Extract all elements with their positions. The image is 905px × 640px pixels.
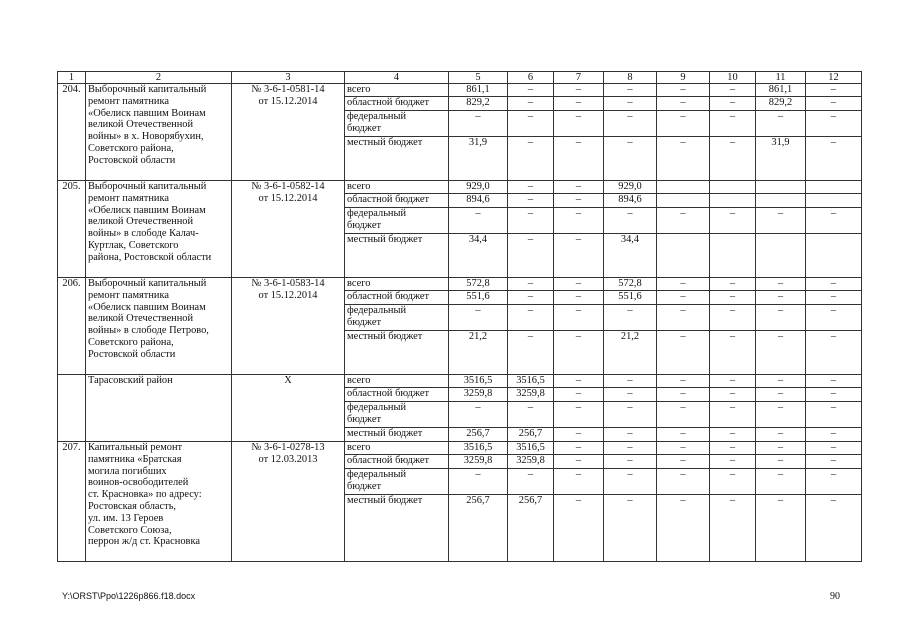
value-cell: – — [554, 194, 604, 208]
value-cell: – — [508, 469, 554, 495]
value-cell: – — [710, 291, 756, 305]
value-cell: – — [710, 331, 756, 375]
funding-source-line: всего — [347, 278, 371, 289]
funding-source-line: бюджет — [347, 219, 382, 231]
column-header-7: 7 — [554, 72, 604, 84]
value-cell: – — [806, 291, 862, 305]
value-cell: – — [657, 278, 710, 291]
funding-source — [345, 455, 449, 469]
value-cell: 3516,5 — [508, 375, 554, 388]
value-cell: 3516,5 — [508, 442, 554, 455]
object-name-line: ст. Красновка» по адресу: — [88, 489, 202, 501]
value-cell: – — [710, 469, 756, 495]
document-reference — [232, 278, 345, 375]
value-cell: – — [554, 97, 604, 111]
value-cell: 256,7 — [449, 495, 508, 562]
funding-source-line: федеральный — [347, 208, 407, 219]
value-cell: – — [604, 402, 657, 428]
header-row — [58, 72, 862, 84]
value-cell: – — [710, 402, 756, 428]
funding-source — [345, 388, 449, 402]
value-cell: – — [806, 442, 862, 455]
value-cell: – — [604, 455, 657, 469]
value-cell — [806, 234, 862, 278]
column-header-9: 9 — [657, 72, 710, 84]
file-path: Y:\ORST\Ppo\1226p866.f18.docx — [62, 591, 196, 601]
value-cell: – — [710, 375, 756, 388]
value-cell: – — [657, 455, 710, 469]
table-row — [58, 84, 862, 97]
object-name-line: войны» в х. Новорябухин, — [88, 131, 204, 143]
funding-source — [345, 137, 449, 181]
value-cell: – — [710, 111, 756, 137]
funding-source — [345, 442, 449, 455]
value-cell: – — [756, 375, 806, 388]
value-cell: – — [806, 208, 862, 234]
funding-source — [345, 305, 449, 331]
value-cell: – — [508, 234, 554, 278]
document-reference — [232, 375, 345, 442]
value-cell: – — [554, 278, 604, 291]
value-cell: – — [508, 208, 554, 234]
value-cell: 3516,5 — [449, 375, 508, 388]
value-cell: 34,4 — [604, 234, 657, 278]
object-name-line: Выборочный капитальный — [88, 181, 207, 192]
row-number: 205. — [58, 181, 86, 278]
value-cell: 929,0 — [604, 181, 657, 194]
value-cell: 256,7 — [508, 428, 554, 442]
object-name-line: ремонт памятника — [88, 289, 169, 301]
document-reference-line: от 15.12.2014 — [258, 289, 318, 301]
funding-source — [345, 428, 449, 442]
document-reference — [232, 442, 345, 562]
value-cell — [806, 194, 862, 208]
value-cell: – — [806, 388, 862, 402]
value-cell: – — [604, 137, 657, 181]
value-cell: – — [554, 234, 604, 278]
table-row — [58, 375, 862, 388]
funding-source-line: федеральный — [347, 402, 407, 413]
funding-source-line: местный бюджет — [347, 137, 423, 148]
value-cell: 21,2 — [604, 331, 657, 375]
value-cell: – — [554, 84, 604, 97]
funding-source-line: местный бюджет — [347, 234, 423, 245]
value-cell: – — [710, 84, 756, 97]
value-cell: 894,6 — [604, 194, 657, 208]
funding-source — [345, 375, 449, 388]
value-cell — [756, 194, 806, 208]
table-row — [58, 278, 862, 291]
column-header-4: 4 — [345, 72, 449, 84]
funding-source-line: областной бюджет — [347, 291, 430, 302]
object-name-line: Ростовской области — [88, 154, 176, 166]
funding-source-line: бюджет — [347, 480, 382, 492]
value-cell: – — [449, 111, 508, 137]
value-cell: – — [710, 208, 756, 234]
value-cell: – — [806, 455, 862, 469]
value-cell: – — [657, 97, 710, 111]
value-cell: – — [756, 208, 806, 234]
value-cell: – — [806, 278, 862, 291]
column-header-1: 1 — [58, 72, 86, 84]
value-cell: – — [806, 97, 862, 111]
object-name-line: Советского Союза, — [88, 524, 172, 536]
value-cell: – — [508, 402, 554, 428]
value-cell: 34,4 — [449, 234, 508, 278]
value-cell: – — [806, 495, 862, 562]
value-cell: 551,6 — [449, 291, 508, 305]
value-cell: 3516,5 — [449, 442, 508, 455]
value-cell: – — [806, 137, 862, 181]
value-cell: – — [604, 84, 657, 97]
funding-source-line: местный бюджет — [347, 495, 423, 506]
value-cell: – — [756, 495, 806, 562]
funding-source — [345, 331, 449, 375]
value-cell: – — [657, 428, 710, 442]
object-name-line: памятника «Братская — [88, 453, 182, 465]
value-cell: – — [756, 388, 806, 402]
value-cell: – — [756, 331, 806, 375]
value-cell: – — [604, 208, 657, 234]
value-cell: 861,1 — [756, 84, 806, 97]
value-cell: – — [710, 137, 756, 181]
value-cell: – — [756, 111, 806, 137]
funding-source-line: областной бюджет — [347, 194, 430, 205]
object-name — [86, 442, 232, 562]
object-name-line: войны» в слободе Калач- — [88, 228, 199, 240]
value-cell: – — [756, 402, 806, 428]
funding-source — [345, 495, 449, 562]
value-cell: – — [508, 305, 554, 331]
object-name-line: Ростовской области — [88, 348, 176, 360]
value-cell: – — [710, 495, 756, 562]
column-header-3: 3 — [232, 72, 345, 84]
object-name-line: Капитальный ремонт — [88, 442, 183, 453]
value-cell: 572,8 — [604, 278, 657, 291]
value-cell: 829,2 — [756, 97, 806, 111]
value-cell: – — [604, 375, 657, 388]
row-number: 207. — [58, 442, 86, 562]
value-cell: – — [554, 455, 604, 469]
value-cell: – — [710, 278, 756, 291]
value-cell: – — [710, 388, 756, 402]
object-name — [86, 278, 232, 375]
object-name-line: Советского района, — [88, 336, 174, 348]
funding-source-line: всего — [347, 181, 371, 192]
object-name-line: перрон ж/д ст. Красновка — [88, 536, 200, 548]
value-cell: – — [657, 442, 710, 455]
value-cell: – — [604, 111, 657, 137]
value-cell: – — [657, 469, 710, 495]
value-cell: – — [710, 455, 756, 469]
funding-source-line: бюджет — [347, 316, 382, 328]
object-name-line: Куртлак, Советского — [88, 239, 179, 251]
value-cell: – — [554, 495, 604, 562]
funding-source-line: областной бюджет — [347, 97, 430, 108]
value-cell — [710, 194, 756, 208]
value-cell: 829,2 — [449, 97, 508, 111]
object-name-line: Выборочный капитальный — [88, 278, 207, 289]
object-name-line: «Обелиск павшим Воинам — [88, 301, 206, 313]
object-name — [86, 375, 232, 442]
value-cell: – — [449, 208, 508, 234]
object-name-line: ремонт памятника — [88, 192, 169, 204]
funding-source — [345, 278, 449, 291]
funding-source — [345, 97, 449, 111]
value-cell: – — [554, 375, 604, 388]
value-cell: – — [449, 305, 508, 331]
value-cell: – — [604, 495, 657, 562]
value-cell — [657, 234, 710, 278]
value-cell: – — [604, 442, 657, 455]
value-cell: – — [710, 305, 756, 331]
funding-source-line: местный бюджет — [347, 331, 423, 342]
value-cell: – — [657, 402, 710, 428]
value-cell: 31,9 — [449, 137, 508, 181]
document-reference-line: Х — [284, 375, 292, 386]
value-cell: – — [806, 331, 862, 375]
value-cell: – — [554, 442, 604, 455]
value-cell: – — [657, 291, 710, 305]
value-cell: – — [657, 208, 710, 234]
value-cell: – — [604, 388, 657, 402]
column-header-2: 2 — [86, 72, 232, 84]
table-row — [58, 181, 862, 194]
value-cell: – — [710, 97, 756, 111]
value-cell: – — [806, 305, 862, 331]
column-header-12: 12 — [806, 72, 862, 84]
document-reference-line: от 15.12.2014 — [258, 95, 318, 107]
value-cell: 572,8 — [449, 278, 508, 291]
value-cell: 21,2 — [449, 331, 508, 375]
value-cell — [657, 194, 710, 208]
value-cell: – — [756, 442, 806, 455]
row-number — [58, 375, 86, 442]
document-reference — [232, 181, 345, 278]
value-cell: – — [554, 291, 604, 305]
value-cell: – — [554, 137, 604, 181]
value-cell: – — [604, 469, 657, 495]
value-cell: – — [806, 84, 862, 97]
funding-source-line: областной бюджет — [347, 388, 430, 399]
funding-source-line: всего — [347, 84, 371, 95]
object-name-line: великой Отечественной — [88, 216, 194, 228]
value-cell: – — [710, 442, 756, 455]
object-name-line: великой Отечественной — [88, 119, 194, 131]
value-cell: 31,9 — [756, 137, 806, 181]
value-cell: – — [508, 111, 554, 137]
value-cell: – — [554, 181, 604, 194]
funding-source-line: бюджет — [347, 122, 382, 134]
object-name-line: воинов-освободителей — [88, 477, 189, 489]
document-reference-line: № 3-6-1-0582-14 — [251, 181, 325, 192]
funding-source-line: федеральный — [347, 305, 407, 316]
value-cell: – — [508, 291, 554, 305]
value-cell — [756, 234, 806, 278]
document-reference-line: № 3-6-1-0581-14 — [251, 84, 325, 95]
funding-source-line: бюджет — [347, 413, 382, 425]
value-cell: – — [806, 402, 862, 428]
value-cell: – — [554, 305, 604, 331]
object-name — [86, 181, 232, 278]
value-cell: – — [657, 84, 710, 97]
value-cell: – — [806, 111, 862, 137]
value-cell: – — [508, 194, 554, 208]
column-header-11: 11 — [756, 72, 806, 84]
value-cell: – — [657, 137, 710, 181]
value-cell: – — [554, 428, 604, 442]
funding-source — [345, 111, 449, 137]
funding-source-line: всего — [347, 375, 371, 386]
value-cell: – — [508, 278, 554, 291]
document-reference-line: № 3-6-1-0278-13 — [251, 442, 325, 453]
object-name-line: могила погибших — [88, 465, 167, 477]
value-cell: – — [756, 469, 806, 495]
funding-source-line: федеральный — [347, 469, 407, 480]
funding-source — [345, 208, 449, 234]
object-name-line: «Обелиск павшим Воинам — [88, 204, 206, 216]
document-reference-line: № 3-6-1-0583-14 — [251, 278, 325, 289]
column-header-6: 6 — [508, 72, 554, 84]
value-cell: – — [554, 469, 604, 495]
page-number: 90 — [830, 591, 840, 602]
value-cell: – — [710, 428, 756, 442]
value-cell: – — [657, 375, 710, 388]
object-name-line: ул. им. 13 Героев — [88, 512, 164, 524]
column-header-10: 10 — [710, 72, 756, 84]
value-cell — [756, 181, 806, 194]
value-cell: – — [554, 208, 604, 234]
value-cell: – — [657, 495, 710, 562]
object-name-line: района, Ростовской области — [88, 251, 212, 263]
value-cell: 3259,8 — [508, 388, 554, 402]
value-cell: – — [554, 402, 604, 428]
object-name — [86, 84, 232, 181]
value-cell: – — [508, 331, 554, 375]
value-cell — [657, 181, 710, 194]
object-name-line: Выборочный капитальный — [88, 84, 207, 95]
funding-source-line: областной бюджет — [347, 455, 430, 466]
object-name-line: ремонт памятника — [88, 95, 169, 107]
value-cell: – — [449, 402, 508, 428]
object-name-line: Советского района, — [88, 142, 174, 154]
value-cell: – — [554, 388, 604, 402]
value-cell: – — [449, 469, 508, 495]
value-cell: 551,6 — [604, 291, 657, 305]
object-name-line: великой Отечественной — [88, 313, 194, 325]
value-cell: 929,0 — [449, 181, 508, 194]
funding-source — [345, 469, 449, 495]
funding-source — [345, 181, 449, 194]
value-cell: 3259,8 — [449, 455, 508, 469]
object-name-line: Тарасовский район — [88, 375, 173, 386]
funding-source — [345, 402, 449, 428]
value-cell: – — [756, 278, 806, 291]
value-cell: – — [554, 111, 604, 137]
funding-source — [345, 194, 449, 208]
funding-source — [345, 84, 449, 97]
value-cell: – — [806, 469, 862, 495]
value-cell: – — [508, 84, 554, 97]
funding-source — [345, 291, 449, 305]
document-reference-line: от 15.12.2014 — [258, 192, 318, 204]
value-cell: – — [756, 291, 806, 305]
row-number: 204. — [58, 84, 86, 181]
value-cell — [806, 181, 862, 194]
row-number: 206. — [58, 278, 86, 375]
table-row — [58, 442, 862, 455]
budget-table — [57, 71, 862, 562]
value-cell: – — [657, 111, 710, 137]
value-cell: – — [657, 388, 710, 402]
value-cell: – — [604, 428, 657, 442]
funding-source — [345, 234, 449, 278]
value-cell — [710, 181, 756, 194]
value-cell: 861,1 — [449, 84, 508, 97]
column-header-5: 5 — [449, 72, 508, 84]
value-cell: – — [508, 137, 554, 181]
column-header-8: 8 — [604, 72, 657, 84]
document-reference-line: от 12.03.2013 — [258, 453, 318, 465]
value-cell: – — [508, 181, 554, 194]
value-cell: – — [508, 97, 554, 111]
funding-source-line: федеральный — [347, 111, 407, 122]
value-cell: 3259,8 — [508, 455, 554, 469]
document-reference — [232, 84, 345, 181]
value-cell: – — [657, 305, 710, 331]
value-cell: 256,7 — [449, 428, 508, 442]
object-name-line: войны» в слободе Петрово, — [88, 325, 209, 337]
object-name-line: «Обелиск павшим Воинам — [88, 107, 206, 119]
value-cell: – — [756, 455, 806, 469]
value-cell: – — [657, 331, 710, 375]
value-cell: – — [604, 97, 657, 111]
funding-source-line: местный бюджет — [347, 428, 423, 439]
funding-source-line: всего — [347, 442, 371, 453]
object-name-line: Ростовская область, — [88, 500, 177, 512]
value-cell: – — [756, 428, 806, 442]
value-cell: – — [806, 375, 862, 388]
value-cell: 894,6 — [449, 194, 508, 208]
value-cell: 256,7 — [508, 495, 554, 562]
value-cell: 3259,8 — [449, 388, 508, 402]
value-cell: – — [604, 305, 657, 331]
value-cell: – — [756, 305, 806, 331]
value-cell — [710, 234, 756, 278]
value-cell: – — [554, 331, 604, 375]
value-cell: – — [806, 428, 862, 442]
